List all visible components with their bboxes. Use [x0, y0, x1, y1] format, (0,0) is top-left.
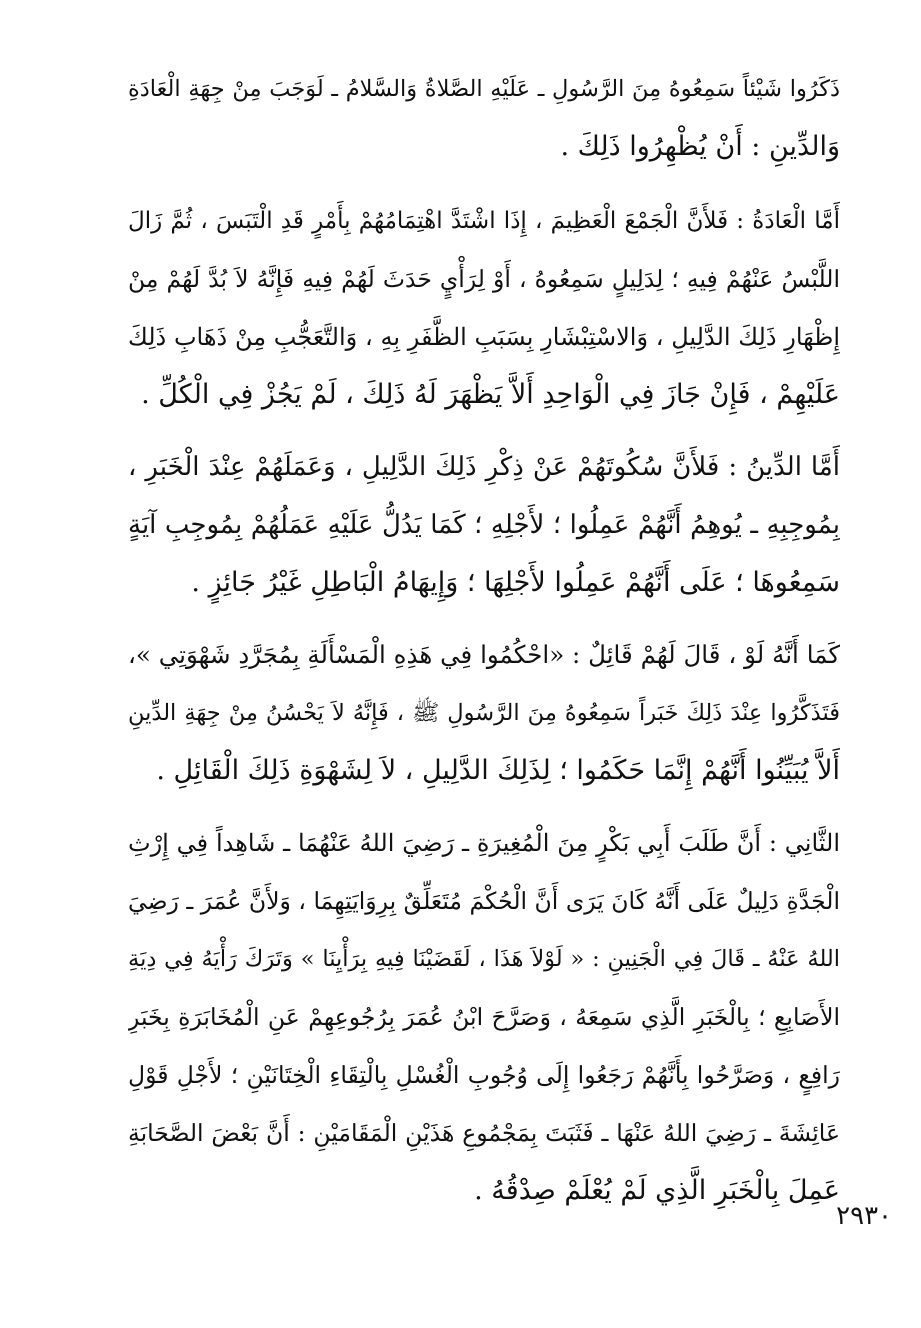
text-line: عَلَيْهِمْ ، فَإِنْ جَازَ فِي الْوَاحِدِ أَلاَّ يَظْهَرَ لَهُ ذَلِكَ ، لَمْ يَجُزْ فِي الْكُلِّ .: [141, 379, 840, 410]
text-line: عَمِلَ بِالْخَبَرِ الَّذِي لَمْ يُعْلَمْ صِدْقُهُ .: [474, 1175, 840, 1206]
text-line: الثَّانِي : أَنَّ طَلَبَ أَبِي بَكْرٍ مِنَ الْمُغِيرَةِ ـ رَضِيَ اللهُ عَنْهُمَا ـ شَاهِداً فِي إِرْثِ: [128, 829, 840, 857]
paragraph-continuation: [128, 60, 840, 176]
text-line: عَائِشَةَ ـ رَضِيَ اللهُ عَنْهَا ـ فَثَبَتَ بِمَجْمُوعِ هَذَيْنِ الْمَقَامَيْنِ : أَنَّ بَعْضَ الصَّحَابَةِ: [128, 1119, 840, 1147]
paragraph-example: [128, 626, 840, 800]
text-line: اللَّبْسُ عَنْهُمْ فِيهِ ؛ لِدَلِيلٍ سَمِعُوهُ ، أَوْ لِرَأْيٍ حَدَثَ لَهُمْ فِيهِ فَإِنَّهُ لاَ بُدَّ لَهُمْ مِنْ: [128, 265, 840, 293]
paragraph-second-point: [128, 814, 840, 1220]
text-line: أَمَّا الدِّينُ : فَلأَنَّ سُكُوتَهُمْ عَنْ ذِكْرِ ذَلِكَ الدَّلِيلِ ، وَعَمَلَهُمْ عِنْدَ الْخَبَرِ ،: [128, 452, 840, 482]
text-line: سَمِعُوهَا ؛ عَلَى أَنَّهُمْ عَمِلُوا لأَجْلِهَا ؛ وَإِيهَامُ الْبَاطِلِ غَيْرُ جَائِزٍ .: [191, 567, 840, 598]
text-line: إِظْهَارِ ذَلِكَ الدَّلِيلِ ، وَالاسْتِبْشَارِ بِسَبَبِ الظَّفَرِ بِهِ ، وَالتَّعَجُّبِ مِنْ ذَهَابِ ذَلِكَ: [128, 323, 840, 351]
text-line: بِمُوجِبِهِ ـ يُوهِمُ أَنَّهُمْ عَمِلُوا ؛ لأَجْلِهِ ؛ كَمَا يَدُلُّ عَلَيْهِ عَمَلُهُمْ بِمُوجِبِ آيَةٍ: [128, 510, 840, 540]
paragraph-religion: [128, 438, 840, 612]
paragraph-habit: [128, 192, 840, 424]
document-page: [128, 60, 840, 1234]
text-line: أَلاَّ يُبَيِّنُوا أَنَّهُمْ إِنَّمَا حَكَمُوا ؛ لِذَلِكَ الدَّلِيلِ ، لاَ لِشَهْوَةِ ذَلِكَ الْقَائِلِ .: [156, 755, 840, 786]
text-line: كَمَا أَنَّهُ لَوْ ، قَالَ لَهُمْ قَائِلٌ : «احْكُمُوا فِي هَذِهِ الْمَسْأَلَةِ بِمُجَرَّدِ شَهْوَتِي »،: [128, 640, 840, 669]
text-line: رَافِعٍ ، وَصَرَّحُوا بِأَنَّهُمْ رَجَعُوا إِلَى وُجُوبِ الْغُسْلِ بِالْتِقَاءِ الْخِتَانَيْنِ ؛ لأَجْلِ قَوْلِ: [128, 1061, 840, 1089]
text-line: الْجَدَّةِ دَلِيلٌ عَلَى أَنَّهُ كَانَ يَرَى أَنَّ الْحُكْمَ مُتَعَلِّقٌ بِرِوَايَتِهِمَا ، وَلأَنَّ عُمَرَ ـ رَضِيَ: [128, 887, 840, 915]
page-number: ٢٩٣٠: [836, 1201, 892, 1231]
text-line: اللهُ عَنْهُ ـ قَالَ فِي الْجَنِينِ : « لَوْلاَ هَذَا ، لَقَضَيْنَا فِيهِ بِرَأْيِنَا » وَتَرَكَ رَأْيَهُ فِي دِيَةِ: [128, 946, 840, 972]
text-line: أَمَّا الْعَادَةُ : فَلأَنَّ الْجَمْعَ الْعَظِيمَ ، إِذَا اشْتَدَّ اهْتِمَامُهُمْ بِأَمْرٍ قَدِ الْتَبَسَ ، ثُمَّ زَالَ: [128, 208, 840, 234]
text-line: وَالدِّينِ : أَنْ يُظْهِرُوا ذَلِكَ .: [560, 131, 840, 162]
text-line: فَتَذَكَّرُوا عِنْدَ ذَلِكَ خَبَراً سَمِعُوهُ مِنَ الرَّسُولِ ﷺ ، فَإِنَّهُ لاَ يَحْسُنُ مِنْ جِهَةِ الدِّينِ: [128, 700, 840, 726]
text-line: ذَكَرُوا شَيْئاً سَمِعُوهُ مِنَ الرَّسُولِ ـ عَلَيْهِ الصَّلاةُ وَالسَّلامُ ـ لَوَجَبَ مِنْ جِهَةِ الْعَادَةِ: [128, 76, 840, 102]
text-line: الأَصَابِعِ ؛ بِالْخَبَرِ الَّذِي سَمِعَهُ ، وَصَرَّحَ ابْنُ عُمَرَ بِرُجُوعِهِمْ عَنِ الْمُخَابَرَةِ بِخَبَرِ: [128, 1003, 840, 1031]
